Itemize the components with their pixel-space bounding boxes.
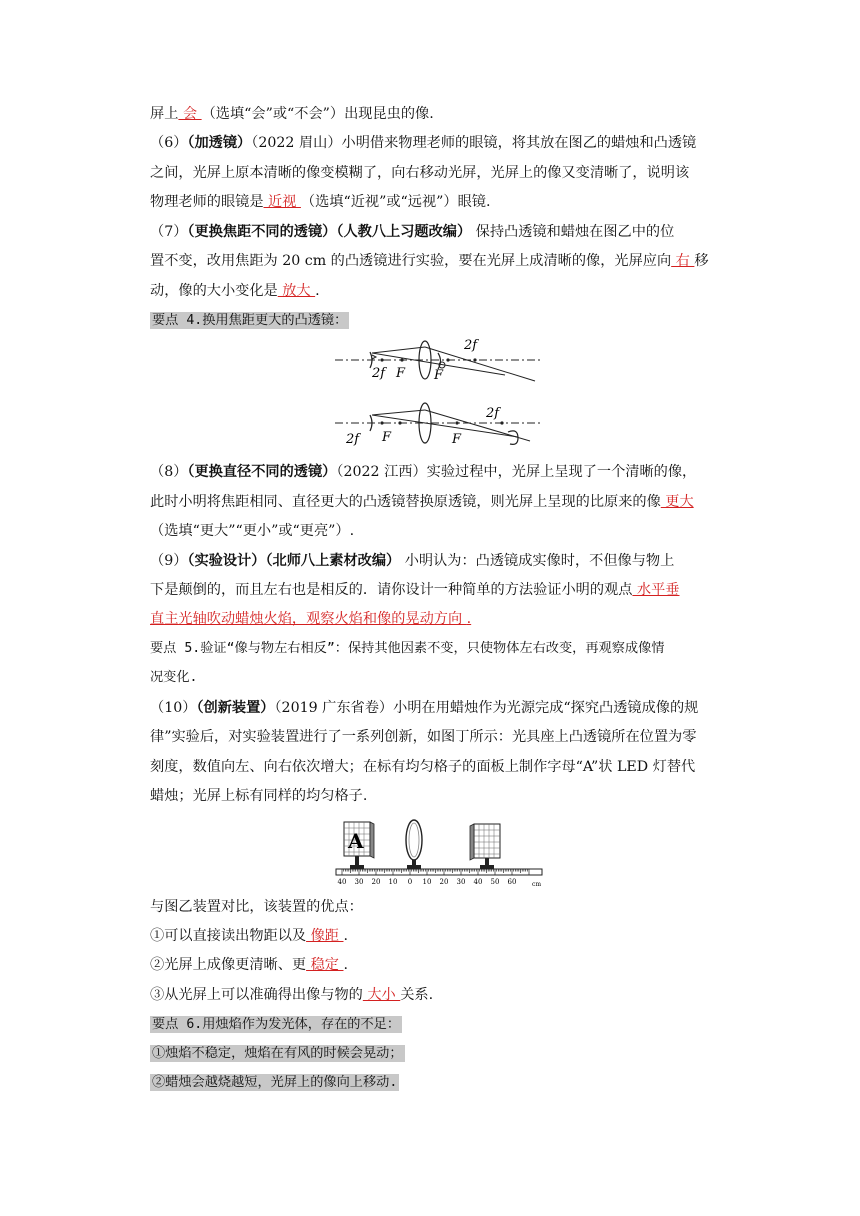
q8-line-1 [150,462,696,482]
question-number: （6） [150,135,188,151]
q8-line-2 [150,492,694,512]
note-6-line-3 [150,1073,399,1093]
q10-line-4 [150,786,367,806]
q10-line-3 [150,757,695,777]
ruler-tick-label: 30 [456,878,466,886]
text: （选填“更大”“更小”或“更亮”）. [150,523,355,539]
question-source: （2022 眉山） [251,135,342,151]
text: ①可以直接读出物距以及 [150,928,307,944]
q6-line-2 [150,163,689,183]
led-letter: A [348,829,364,853]
text: 实验过程中，光屏上呈现了一个清晰的像， [426,464,697,480]
question-tag: （更换直径不同的透镜） [187,464,337,480]
ruler-tick-label: 60 [507,878,517,886]
note-highlight: ②蜡烛会越烧越短，光屏上的像向上移动. [152,1075,398,1090]
text: 蜡烛；光屏上标有同样的均匀格子. [150,788,368,804]
question-tag: （实验设计） [187,553,266,569]
text: 与图乙装置对比，该装置的优点： [150,899,363,915]
answer-blank: 直主光轴吹动蜡烛火焰，观察火焰和像的晃动方向 [150,611,467,627]
text: 物理老师的眼镜是 [150,194,264,210]
text: 律”实验后，对实验装置进行了一系列创新，如图丁所示：光具座上凸透镜所在位置为零 [150,729,697,745]
text: . [343,928,348,944]
label-f: F [396,366,406,381]
answer-blank: 更大 [660,494,694,510]
question-number: （10） [150,700,197,716]
diagram-bottom [335,403,542,447]
text: 此时小明将焦距相同、直径更大的凸透镜替换原透镜，则光屏上呈现的比原来的像 [150,494,661,510]
question-tag: （创新装置） [196,700,275,716]
text: 要点 5.验证“像与物左右相反”：保持其他因素不变，只使物体左右改变，再观察成像情 [150,641,665,656]
diagram-top [335,338,542,383]
label-f: F [452,432,462,447]
ruler-tick-label: 40 [337,878,347,886]
text: （选填“近视”或“远视”）眼镜. [300,194,491,210]
bench-ruler [336,869,542,888]
text: 保持凸透镜和蜡烛在图乙中的位 [471,224,675,240]
q10-line-1 [150,698,698,718]
note-highlight: 要点 4.换用焦距更大的凸透镜： [152,313,348,328]
answer-blank: 放大 [277,283,316,299]
text: ②光屏上成像更清晰、更 [150,957,307,973]
note-5-line-2 [150,668,198,688]
compare-line [150,897,363,917]
lens-ray-diagram [330,335,550,455]
question-source: （北师八上素材改编） [265,553,401,569]
question-tag: （更换焦距不同的透镜） [187,224,337,240]
text: 关系. [400,987,434,1003]
ruler-tick-label: 20 [439,878,449,886]
answer-blank: 右 [671,253,695,269]
q9-line-3 [150,609,471,629]
light-screen [470,824,500,869]
ruler-tick-label: 30 [354,878,364,886]
q9-line-1 [150,551,674,571]
q5-tail-line [150,104,434,124]
question-number: （8） [150,464,188,480]
note-6-line-2 [150,1044,405,1064]
label-2f: 2f [486,406,500,421]
text: 小明在用蜡烛作为光源完成“探究凸透镜成像的规 [393,700,699,716]
ruler-tick-label: 10 [388,878,398,886]
q9-line-2 [150,580,679,600]
led-panel [344,822,374,869]
label-2f: 2f [346,432,360,447]
bench-lens [406,820,422,869]
label-f: F [434,368,444,383]
text: 置不变，改用焦距为 20 cm 的凸透镜进行实验，要在光屏上成清晰的像，光屏应向 [150,253,672,269]
q7-line-3 [150,281,320,301]
label-2f: 2f [372,366,386,381]
ruler-tick-label: 10 [422,878,432,886]
note-4 [150,311,349,331]
text: . [315,283,320,299]
ruler-tick-label: 20 [371,878,381,886]
optical-bench-figure [334,818,546,890]
answer-blank: 稳定 [306,957,344,973]
text: 况变化. [150,670,198,685]
text: 小明认为：凸透镜成实像时，不但像与物上 [400,553,675,569]
advantage-2 [150,955,348,975]
answer-blank: 像距 [306,928,344,944]
ruler-unit: cm [532,881,542,888]
ruler-tick-label: 40 [473,878,483,886]
question-source: （2019 广东省卷） [274,700,394,716]
question-source: （2022 江西） [336,464,427,480]
ruler-tick-label: 0 [407,878,413,886]
ruler-tick-label: 50 [490,878,500,886]
text: . [466,611,472,627]
q8-line-3 [150,521,354,541]
answer-blank: 近视 [263,194,301,210]
q7-line-2 [150,251,709,271]
text: 之间，光屏上原本清晰的像变模糊了，向右移动光屏，光屏上的像又变清晰了，说明该 [150,165,690,181]
question-source: （人教八上习题改编） [336,224,472,240]
note-highlight: 要点 6.用烛焰作为发光体，存在的不足： [152,1017,401,1032]
text: 屏上 [150,106,179,122]
question-number: （9） [150,553,188,569]
text: . [343,957,348,973]
advantage-1 [150,926,348,946]
q6-line-3 [150,192,491,212]
text: 动，像的大小变化是 [150,283,278,299]
question-tag: （加透镜） [187,135,252,151]
q6-line-1 [150,133,696,153]
text: 下是颠倒的，而且左右也是相反的．请你设计一种简单的方法验证小明的观点 [150,582,633,598]
note-5-line-1 [150,639,664,659]
text: 小明借来物理老师的眼镜，将其放在图乙的蜡烛和凸透镜 [341,135,697,151]
text: ③从光屏上可以准确得出像与物的 [150,987,363,1003]
text: 刻度，数值向左、向右依次增大；在标有均匀格子的面板上制作字母“A”状 LED 灯替代 [150,759,696,775]
note-highlight: ①烛焰不稳定，烛焰在有风的时候会晃动； [152,1046,403,1061]
advantage-3 [150,985,433,1005]
text: （选填“会”或“不会”）出现昆虫的像. [201,106,434,122]
note-6-line-1 [150,1015,402,1035]
q7-line-1 [150,222,674,242]
answer-blank: 大小 [362,987,401,1003]
q10-line-2 [150,727,696,747]
label-2f: 2f [464,338,478,353]
label-f: F [382,430,392,445]
text: 移 [694,253,709,269]
answer-blank: 水平垂 [632,582,680,598]
answer-blank: 会 [178,106,202,122]
question-number: （7） [150,224,188,240]
